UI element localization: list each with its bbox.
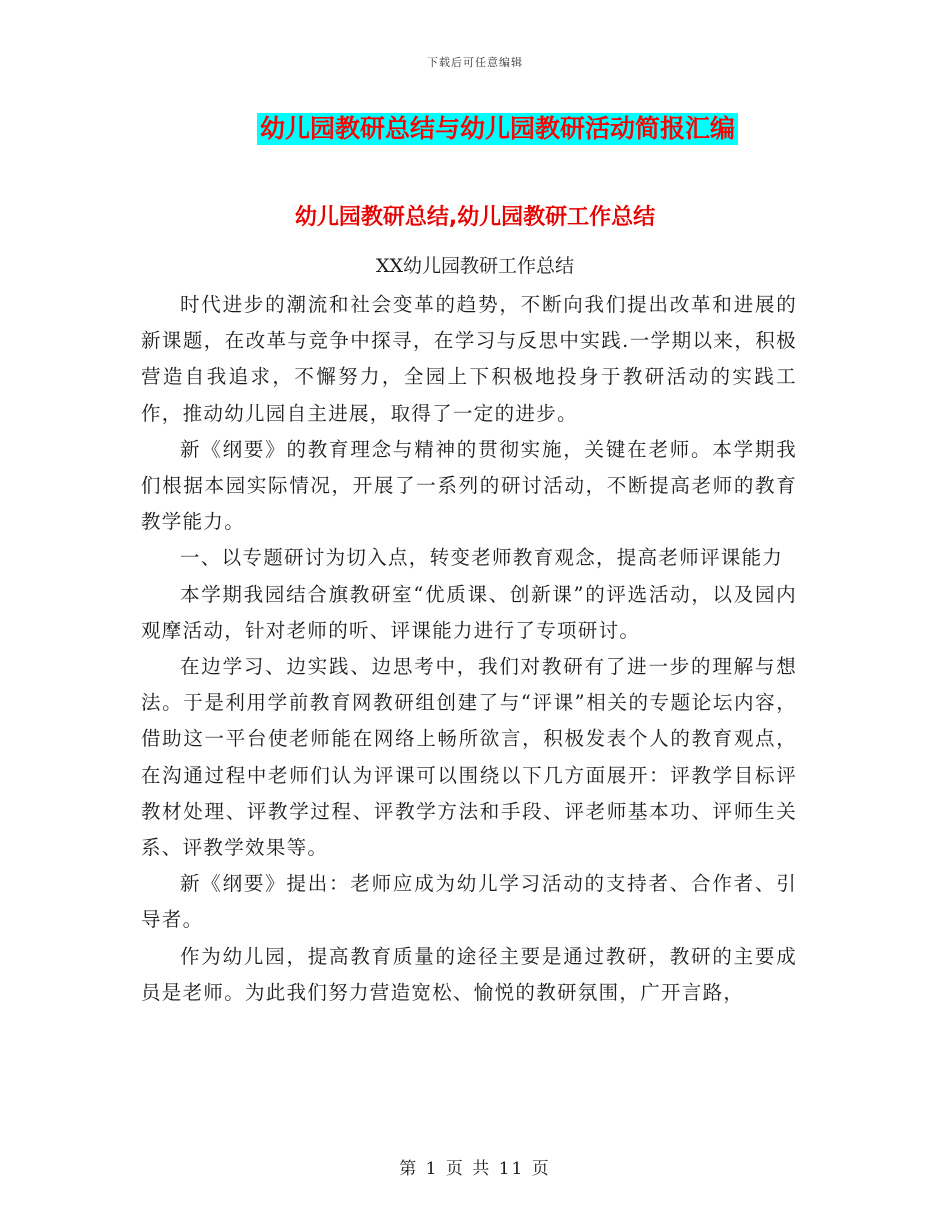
header-note: 下载后可任意编辑 <box>427 56 523 69</box>
paragraph: 时代进步的潮流和社会变革的趋势，不断向我们提出改革和进展的新课题，在改革与竞争中探寻，在学习与反思中实践.一学期以来，积极营造自我追求，不懈努力，全园上下积极地投身于教研活动的实践工作，推动幼儿园自主进展，取得了一定的进步。 <box>141 293 797 425</box>
paragraph: 本学期我园结合旗教研室“优质课、创新课”的评选活动，以及园内观摩活动，针对老师的听、评课能力进行了专项研讨。 <box>141 582 797 642</box>
paragraph: 作为幼儿园，提高教育质量的途径主要是通过教研，教研的主要成员是老师。为此我们努力营造宽松、愉悦的教研氛围，广开言路， <box>141 944 797 1004</box>
main-title: 幼儿园教研总结与幼儿园教研活动简报汇编 <box>257 113 738 145</box>
sub-title: 幼儿园教研总结,幼儿园教研工作总结 <box>294 205 656 230</box>
paragraph: 新《纲要》的教育理念与精神的贯彻实施，关键在老师。本学期我们根据本园实际情况，开展了一系列的研讨活动，不断提高老师的教育教学能力。 <box>141 437 797 534</box>
main-title-wrap <box>0 113 950 145</box>
document-body <box>141 287 797 1011</box>
doc-title: XX幼儿园教研工作总结 <box>375 255 575 277</box>
paragraph: 新《纲要》提出：老师应成为幼儿学习活动的支持者、合作者、引导者。 <box>141 872 797 932</box>
paragraph: 在边学习、边实践、边思考中，我们对教研有了进一步的理解与想法。于是利用学前教育网教研组创建了与“评课”相关的专题论坛内容，借助这一平台使老师能在网络上畅所欲言，积极发表个人的教育观点，在沟通过程中老师们认为评课可以围绕以下几方面展开：评教学目标评教材处理、评教学过程、评教学方法和手段、评老师基本功、评师生关系、评教学效果等。 <box>141 655 797 860</box>
page-footer: 第 1 页 共 11 页 <box>399 1159 551 1179</box>
section-heading: 一、以专题研讨为切入点，转变老师教育观念，提高老师评课能力 <box>180 546 784 570</box>
